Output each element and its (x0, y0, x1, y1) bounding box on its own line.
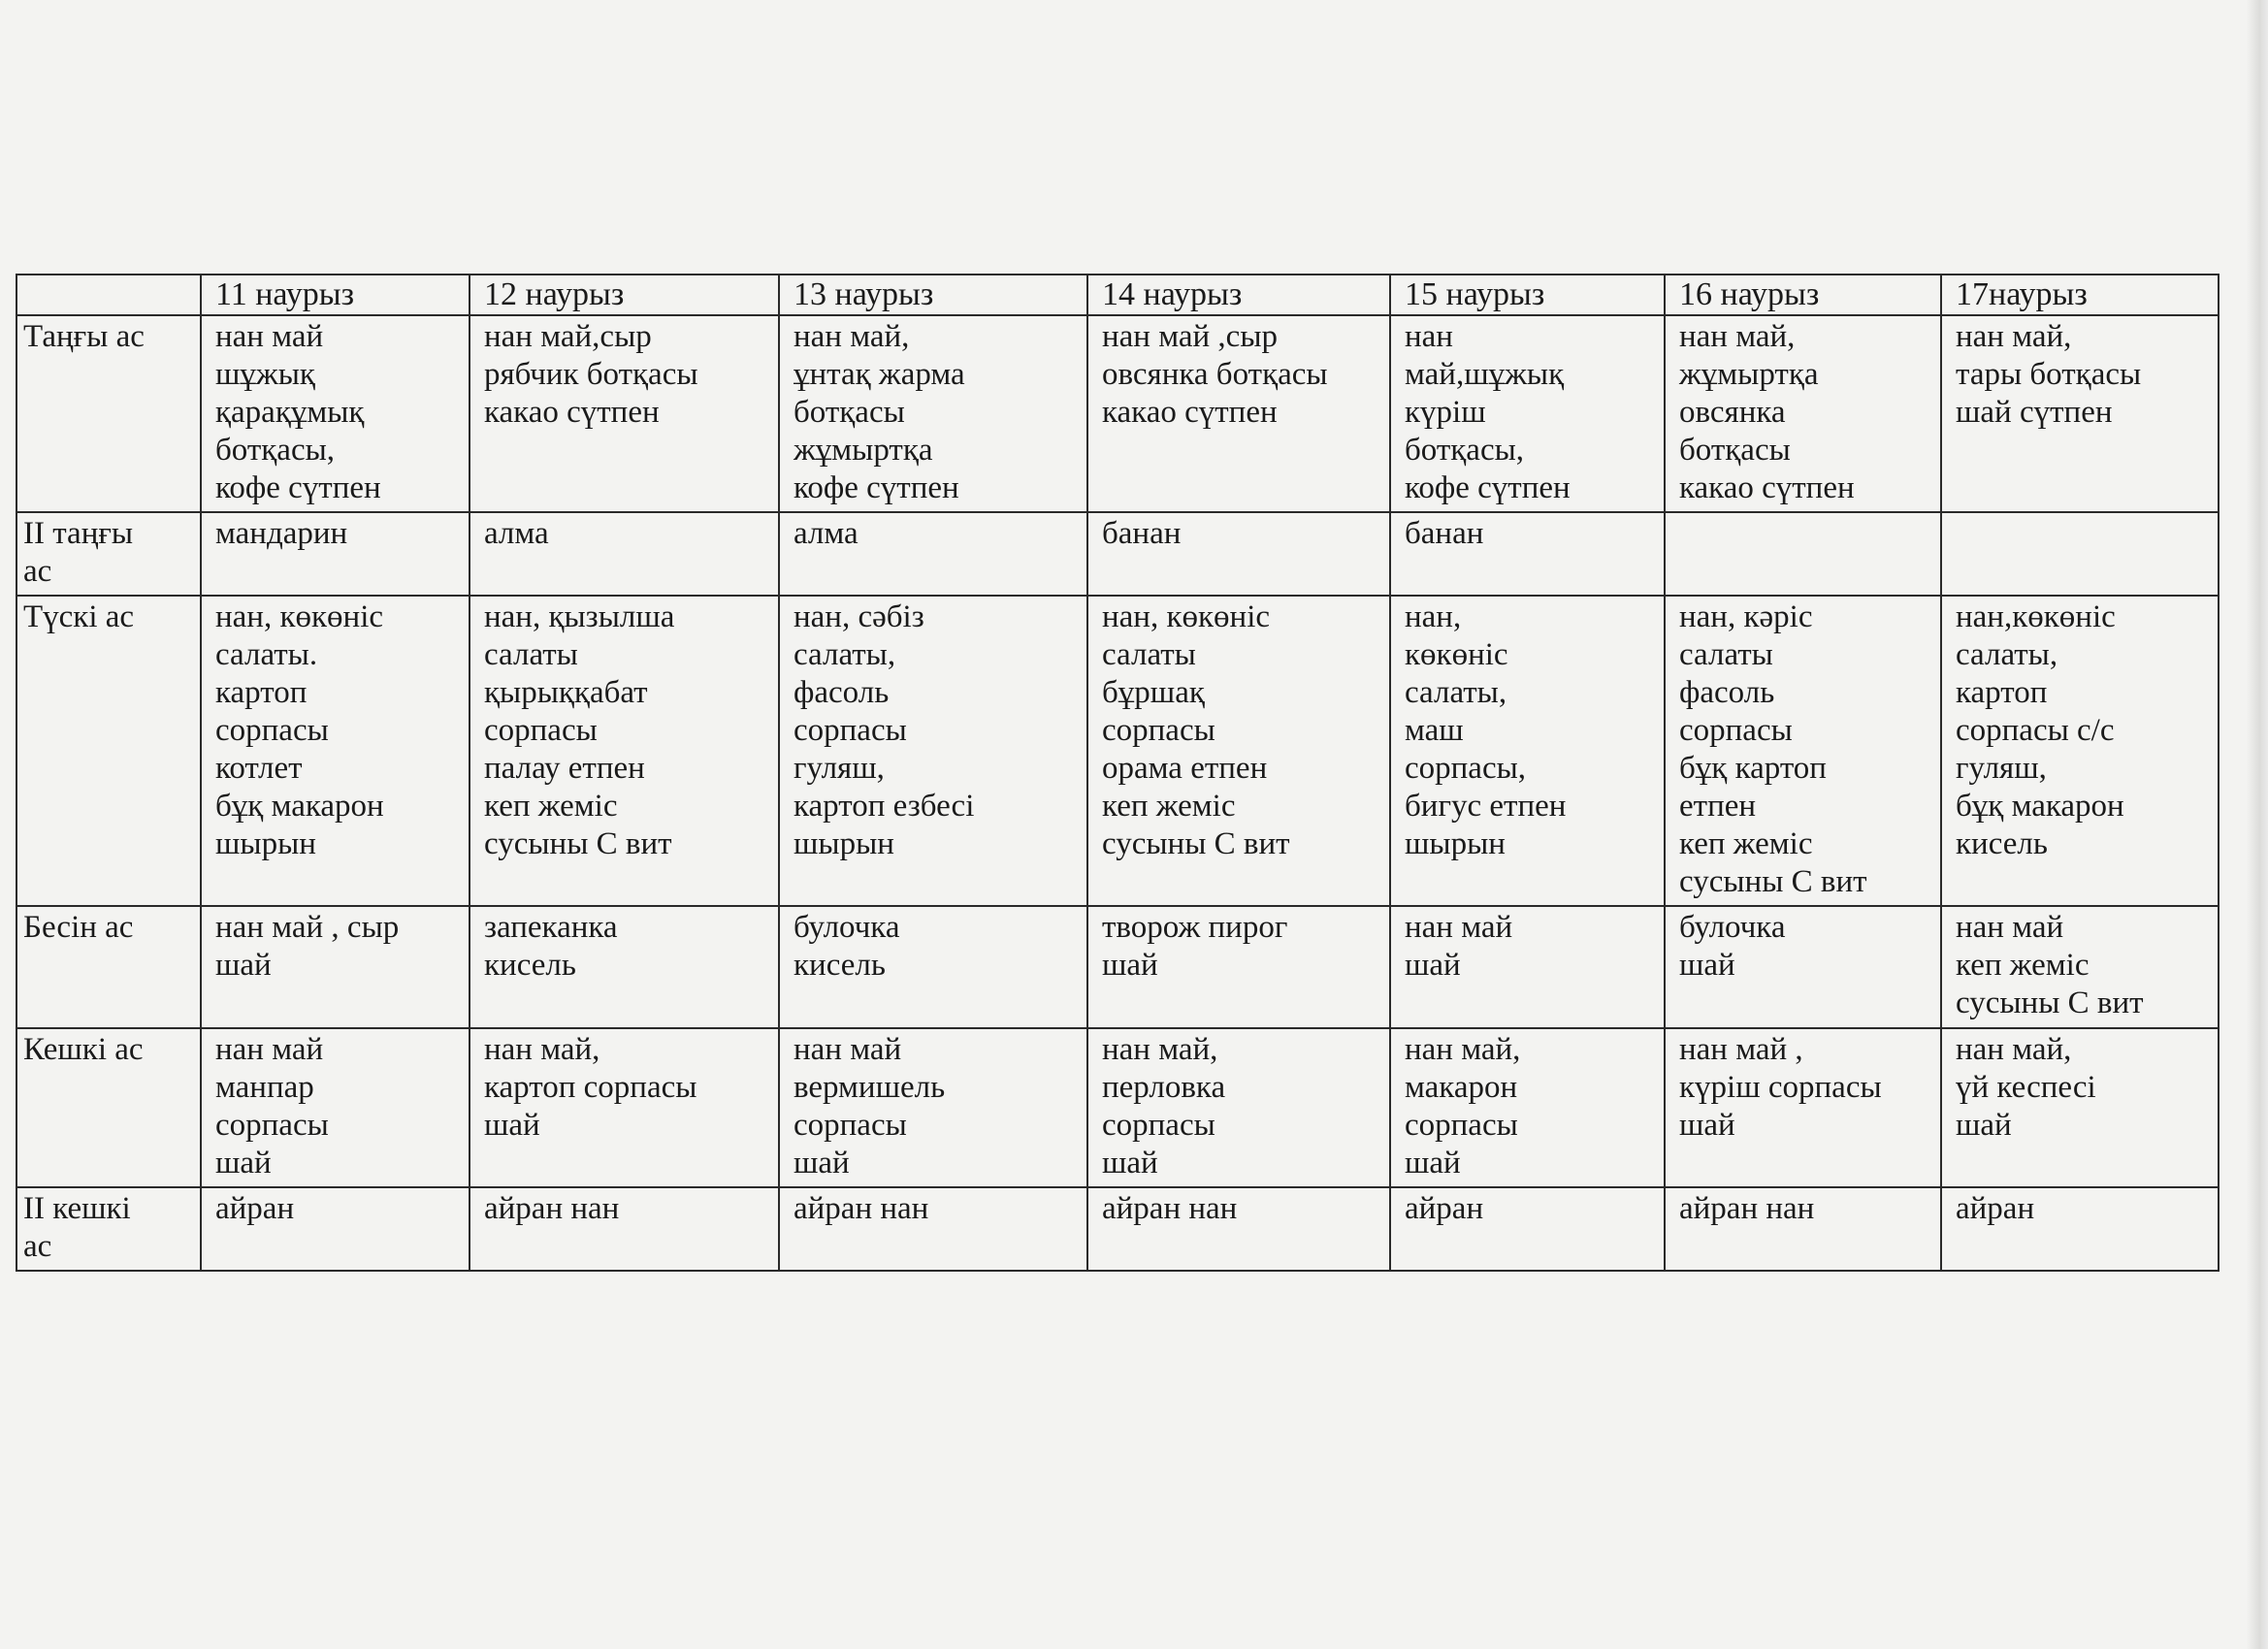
menu-cell: нан май, тары ботқасы шай сүтпен (1941, 315, 2219, 512)
meal-row-lunch (16, 596, 2219, 906)
menu-cell: нан, көкөніс салаты бұршақ сорпасы орама етпен кеп жеміс сусыны С вит (1087, 596, 1390, 906)
menu-cell: нан май, перловка сорпасы шай (1087, 1028, 1390, 1187)
menu-cell: алма (470, 512, 779, 596)
day-header: 12 наурыз (470, 275, 779, 315)
menu-cell (1941, 512, 2219, 596)
menu-cell: банан (1087, 512, 1390, 596)
menu-cell: нан май,шұжық күріш ботқасы, кофе сүтпен (1390, 315, 1665, 512)
header-row (16, 275, 2219, 315)
menu-cell: нан май вермишель сорпасы шай (779, 1028, 1087, 1187)
header-corner-cell (16, 275, 201, 315)
menu-cell: айран (1941, 1187, 2219, 1271)
menu-cell: нан май манпар сорпасы шай (201, 1028, 470, 1187)
meal-label: Түскі ас (16, 596, 201, 906)
day-header: 16 наурыз (1665, 275, 1941, 315)
meal-row-second-breakfast (16, 512, 2219, 596)
menu-cell: творож пирог шай (1087, 906, 1390, 1028)
menu-cell: банан (1390, 512, 1665, 596)
menu-cell: айран (201, 1187, 470, 1271)
menu-cell: айран нан (1087, 1187, 1390, 1271)
meal-row-breakfast (16, 315, 2219, 512)
menu-cell: булочка шай (1665, 906, 1941, 1028)
menu-cell: нан май, ұнтақ жарма ботқасы жұмыртқа кофе сүтпен (779, 315, 1087, 512)
menu-cell: нан,көкөніс салаты, картоп сорпасы с/с гуляш, бұқ макарон кисель (1941, 596, 2219, 906)
menu-cell: алма (779, 512, 1087, 596)
meal-label: Кешкі ас (16, 1028, 201, 1187)
menu-cell: запеканка кисель (470, 906, 779, 1028)
meal-row-afternoon-snack (16, 906, 2219, 1028)
menu-cell: нан, көкөніс салаты. картоп сорпасы котлет бұқ макарон шырын (201, 596, 470, 906)
menu-cell (1665, 512, 1941, 596)
menu-cell: мандарин (201, 512, 470, 596)
day-header: 13 наурыз (779, 275, 1087, 315)
day-header: 17наурыз (1941, 275, 2219, 315)
weekly-menu-table (16, 274, 2219, 1272)
menu-cell: булочка кисель (779, 906, 1087, 1028)
menu-cell: нан, кәріс салаты фасоль сорпасы бұқ картоп етпен кеп жеміс сусыны С вит (1665, 596, 1941, 906)
day-header: 11 наурыз (201, 275, 470, 315)
menu-cell: нан май шұжық қарақұмық ботқасы, кофе сүтпен (201, 315, 470, 512)
menu-cell: нан май, жұмыртқа овсянка ботқасы какао сүтпен (1665, 315, 1941, 512)
meal-row-second-dinner (16, 1187, 2219, 1271)
menu-cell: нан май , күріш сорпасы шай (1665, 1028, 1941, 1187)
menu-cell: нан май шай (1390, 906, 1665, 1028)
day-header: 15 наурыз (1390, 275, 1665, 315)
menu-cell: айран (1390, 1187, 1665, 1271)
menu-cell: нан, көкөніс салаты, маш сорпасы, бигус етпен шырын (1390, 596, 1665, 906)
menu-cell: нан май , сыр шай (201, 906, 470, 1028)
menu-cell: нан май, картоп сорпасы шай (470, 1028, 779, 1187)
menu-cell: айран нан (470, 1187, 779, 1271)
menu-cell: нан, қызылша салаты қырыққабат сорпасы палау етпен кеп жеміс сусыны С вит (470, 596, 779, 906)
day-header: 14 наурыз (1087, 275, 1390, 315)
meal-label: Бесін ас (16, 906, 201, 1028)
menu-cell: нан май, макарон сорпасы шай (1390, 1028, 1665, 1187)
menu-cell: нан, сәбіз салаты, фасоль сорпасы гуляш, картоп езбесі шырын (779, 596, 1087, 906)
meal-label: ІІ таңғы ас (16, 512, 201, 596)
menu-cell: нан май, үй кеспесі шай (1941, 1028, 2219, 1187)
page-edge-shadow (2247, 0, 2268, 1649)
menu-cell: айран нан (779, 1187, 1087, 1271)
menu-cell: нан май кеп жеміс сусыны С вит (1941, 906, 2219, 1028)
menu-cell: нан май ,сыр овсянка ботқасы какао сүтпен (1087, 315, 1390, 512)
menu-cell: нан май,сыр рябчик ботқасы какао сүтпен (470, 315, 779, 512)
meal-label: ІІ кешкі ас (16, 1187, 201, 1271)
menu-cell: айран нан (1665, 1187, 1941, 1271)
meal-label: Таңғы ас (16, 315, 201, 512)
meal-row-dinner (16, 1028, 2219, 1187)
